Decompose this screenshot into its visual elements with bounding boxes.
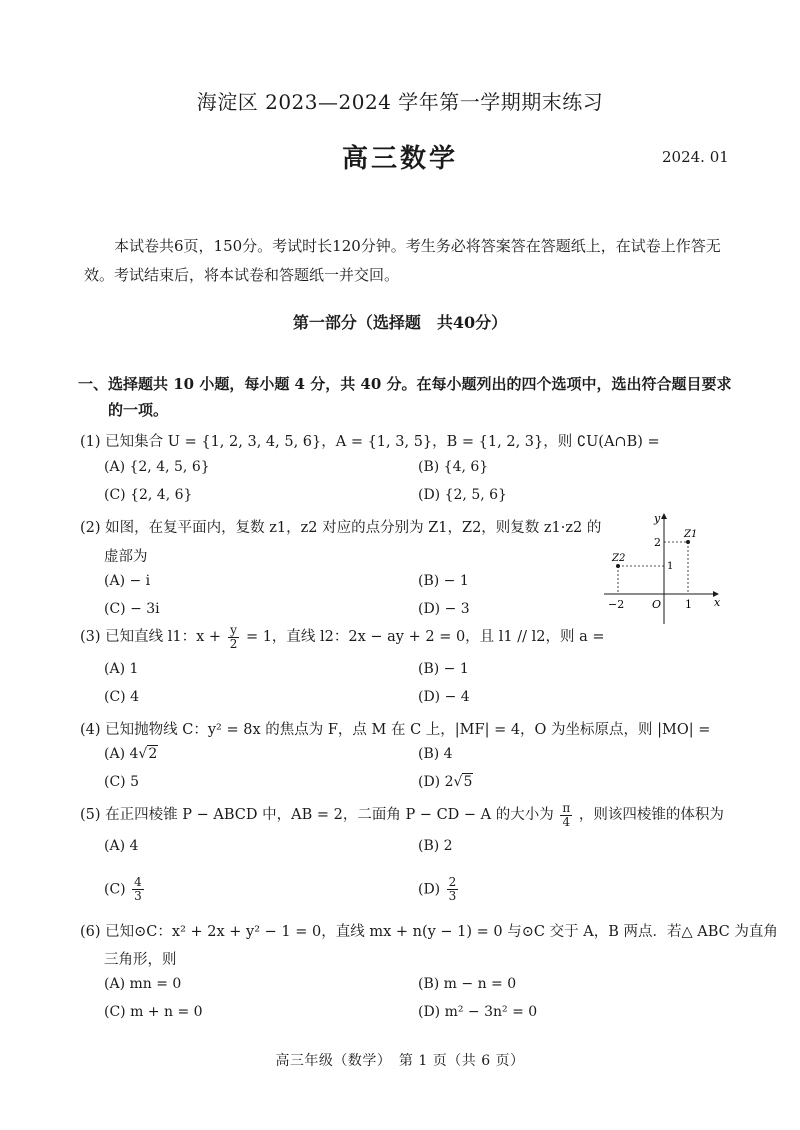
q4-option-b: (B) 4: [418, 746, 453, 762]
q1-option-c: (C) {2, 4, 6}: [104, 487, 193, 503]
part-title: 第一部分（选择题 共40分）: [292, 313, 508, 332]
q3-option-a: (A) 1: [104, 661, 139, 677]
q2-option-d: (D) − 3: [418, 601, 470, 617]
x-axis-label: x: [714, 596, 721, 609]
label-z2: Z2: [612, 553, 626, 564]
q3-frac-den: 2: [229, 636, 238, 651]
q3-option-c: (C) 4: [104, 689, 139, 705]
q5-option-c: [104, 876, 146, 903]
exam-date: 2024. 01: [662, 148, 729, 166]
q3-text-b: = 1，直线 l2：2x − ay + 2 = 0，且 l1 // l2，则 a =: [245, 629, 605, 645]
q2-option-c: (C) − 3i: [104, 601, 160, 617]
q3-option-b: (B) − 1: [418, 661, 469, 677]
q1-option-a: (A) {2, 4, 5, 6}: [104, 459, 210, 475]
q5-frac-den: 4: [562, 814, 571, 829]
q1-option-b: (B) {4, 6}: [418, 459, 489, 475]
q6-option-b: (B) m − n = 0: [418, 976, 517, 992]
q5-text-b: ，则该四棱锥的体积为: [578, 807, 724, 823]
q4-option-d: (D) 2√5: [418, 774, 473, 790]
q5-fraction: [560, 802, 572, 829]
tick-x-neg2: −2: [608, 598, 625, 611]
q5-option-c-fraction: [132, 876, 144, 903]
q5-option-d-den: 3: [448, 889, 457, 903]
q3-fraction: [228, 624, 240, 651]
q3-option-d: (D) − 4: [418, 689, 470, 705]
q5-text-a: 在正四棱锥 P − ABCD 中，AB = 2，二面角 P − CD − A 的大小为: [105, 807, 554, 823]
q4-stem: [80, 718, 710, 739]
q5-option-c-label: (C): [104, 881, 126, 898]
page-footer: 高三年级（数学） 第 1 页（共 6 页）: [275, 1053, 525, 1069]
q6-option-c: (C) m + n = 0: [104, 1004, 203, 1020]
q1-number: (1): [80, 434, 101, 450]
section-heading-line2: 的一项。: [108, 401, 169, 419]
q5-stem: [80, 800, 724, 830]
q2-complex-plane-figure: [600, 508, 730, 628]
q1-option-d: (D) {2, 5, 6}: [418, 487, 507, 503]
exam-subject-title: 高三数学: [341, 144, 458, 174]
q5-option-d-fraction: [447, 876, 459, 903]
q2-number: (2): [80, 520, 101, 536]
q6-stem-line2: 三角形，则: [104, 952, 177, 968]
q3-frac-num: y: [228, 624, 240, 638]
q4-option-d-radicand: 5: [463, 774, 473, 790]
q6-stem-line1: [80, 920, 778, 941]
exam-instructions: 本试卷共6页，150分。考试时长120分钟。考生务必将答案答在答题纸上，在试卷上作答无效。考试结束后，将本试卷和答题纸一并交回。: [84, 237, 721, 284]
q6-option-a: (A) mn = 0: [104, 976, 182, 992]
q3-stem: [80, 622, 605, 652]
tick-x-1: 1: [685, 598, 692, 611]
q5-frac-num: π: [562, 800, 571, 815]
q5-number: (5): [80, 807, 101, 823]
q5-option-c-den: 3: [134, 889, 142, 903]
q4-option-c: (C) 5: [104, 774, 139, 790]
q5-option-a: (A) 4: [104, 838, 139, 854]
point-z2: [616, 564, 620, 568]
q4-option-d-label: (D) 2: [418, 774, 454, 790]
q2-stem-line1: [80, 516, 601, 537]
origin-label: O: [652, 598, 662, 611]
tick-y-1: 1: [667, 561, 674, 572]
q4-option-a-radicand: 2: [148, 746, 158, 762]
tick-y-2: 2: [654, 536, 661, 549]
q6-option-d: (D) m² − 3n² = 0: [418, 1004, 538, 1020]
q2-option-b: (B) − 1: [418, 573, 469, 589]
q5-option-d-num: 2: [448, 875, 457, 889]
q3-text-a: 已知直线 l1：x +: [105, 629, 222, 645]
label-z1: Z1: [684, 529, 698, 540]
q2-text-line1: 如图，在复平面内，复数 z1，z2 对应的点分别为 Z1，Z2，则复数 z1·z2 的: [105, 520, 602, 536]
q2-stem-line2: 虚部为: [104, 549, 148, 565]
q6-number: (6): [80, 924, 101, 940]
q6-text-line1: 已知⊙C：x² + 2x + y² − 1 = 0，直线 mx + n(y − 1) = 0 与⊙C 交于 A，B 两点．若△ ABC 为直角: [105, 924, 778, 940]
q5-option-d-label: (D): [418, 881, 441, 898]
q3-number: (3): [80, 629, 101, 645]
q5-option-c-num: 4: [134, 875, 142, 889]
section-heading-line1: 一、选择题共 10 小题，每小题 4 分，共 40 分。在每小题列出的四个选项中，选出符合题目要求: [78, 375, 732, 393]
q4-option-a-label: (A) 4: [104, 746, 139, 762]
q5-option-b: (B) 2: [418, 838, 453, 854]
q4-option-a: (A) 4√2: [104, 746, 158, 762]
q4-text: 已知抛物线 C：y² = 8x 的焦点为 F，点 M 在 C 上，|MF| = 4，O 为坐标原点，则 |MO| =: [105, 722, 711, 738]
point-z1: [686, 540, 690, 544]
q1-text: 已知集合 U = {1, 2, 3, 4, 5, 6}，A = {1, 3, 5}，B = {1, 2, 3}，则 ∁U(A∩B) =: [105, 434, 660, 450]
q5-option-d: [418, 876, 460, 903]
exam-title-line1: 海淀区 2023—2024 学年第一学期期末练习: [196, 90, 604, 114]
q2-option-a: (A) − i: [104, 573, 151, 589]
q1-stem: [80, 430, 660, 451]
y-axis-label: y: [654, 512, 661, 525]
q4-number: (4): [80, 722, 101, 738]
